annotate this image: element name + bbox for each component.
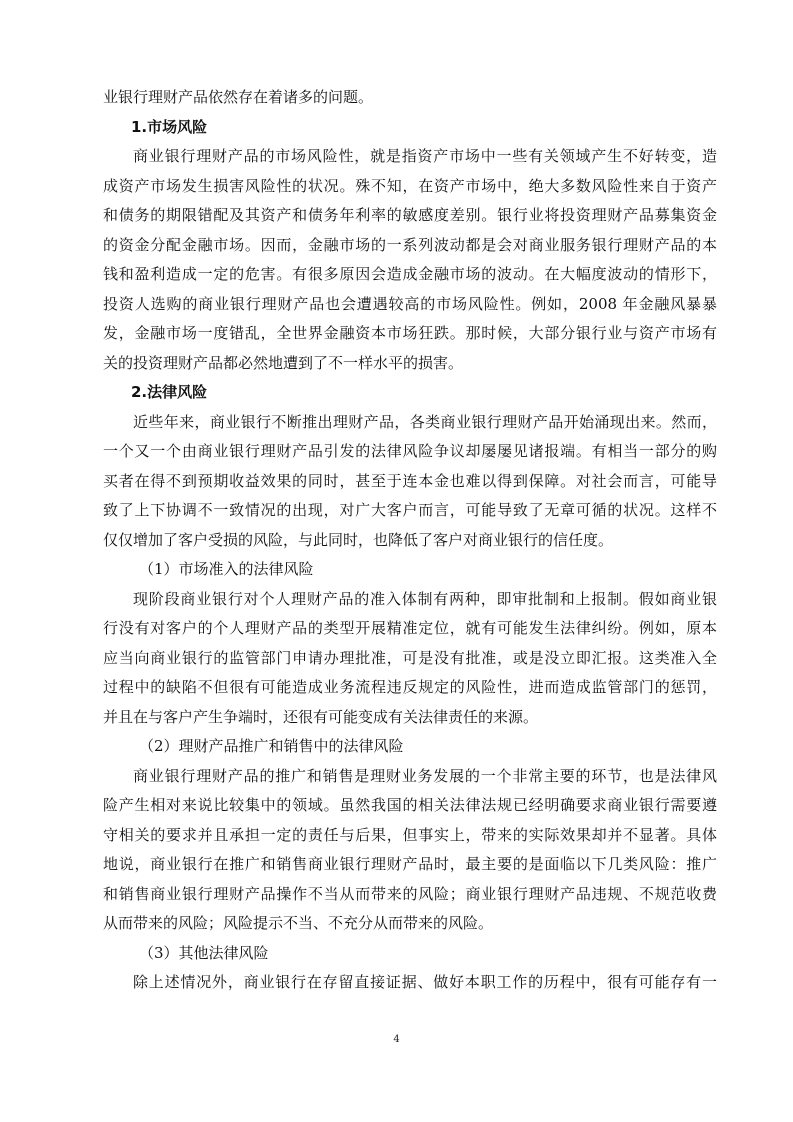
- paragraph-line: 近些年来，商业银行不断推出理财产品，各类商业银行理财产品开始涌现出来。然而，: [133, 412, 717, 431]
- paragraph-line: 投资人选购的商业银行理财产品也会遭遇较高的市场风险性。例如，2008 年金融风暴暴: [103, 294, 717, 313]
- paragraph-line: 和债务的期限错配及其资产和债务年利率的敏感度差别。银行业将投资理财产品募集资金: [103, 206, 717, 224]
- paragraph-line: 致了上下协调不一致情况的出现，对广大客户而言，可能导致了无章可循的状况。这样不: [103, 501, 717, 519]
- paragraph-line: 和销售商业银行理财产品操作不当从而带来的风险；商业银行理财产品违规、不规范收费: [103, 884, 717, 903]
- subsection-heading: （3）其他法律风险: [139, 943, 269, 962]
- paragraph-line: 现阶段商业银行对个人理财产品的准入体制有两种，即审批制和上报制。假如商业银: [133, 589, 717, 608]
- page-body: [103, 83, 717, 998]
- paragraph-line: 成资产市场发生损害风险性的状况。殊不知，在资产市场中，绝大多数风险性来自于资产: [103, 176, 717, 195]
- paragraph-line: 险产生相对来说比较集中的领域。虽然我国的相关法律法规已经明确要求商业银行需要遵: [103, 796, 717, 814]
- paragraph-line: 商业银行理财产品的市场风险性，就是指资产市场中一些有关领域产生不好转变，造: [133, 147, 717, 165]
- paragraph-line: 商业银行理财产品的推广和销售是理财业务发展的一个非常主要的环节，也是法律风: [133, 766, 717, 785]
- paragraph-line: 过程中的缺陷不但很有可能造成业务流程违反规定的风险性，进而造成监管部门的惩罚，: [103, 678, 717, 696]
- page-number: 4: [393, 1034, 400, 1045]
- paragraph-line: 钱和盈利造成一定的危害。有很多原因会造成金融市场的波动。在大幅度波动的情形下，: [103, 265, 717, 283]
- paragraph-line: 应当向商业银行的监管部门申请办理批准，可是没有批准，或是没立即汇报。这类准入全: [103, 648, 717, 667]
- paragraph-line: 仅仅增加了客户受损的风险，与此同时，也降低了客户对商业银行的信任度。: [103, 530, 614, 549]
- paragraph-line: 一个又一个由商业银行理财产品引发的法律风险争议却屡屡见诸报端。有相当一部分的购: [103, 442, 717, 460]
- paragraph-line: 除上述情况外，商业银行在存留直接证据、做好本职工作的历程中，很有可能存有一: [133, 973, 717, 991]
- paragraph-line: 买者在得不到预期收益效果的同时，甚至于连本金也难以得到保障。对社会而言，可能导: [103, 471, 717, 490]
- paragraph-line: 从而带来的风险；风险提示不当、不充分从而带来的风险。: [103, 914, 494, 932]
- paragraph-line: 行没有对客户的个人理财产品的类型开展精准定位，就有可能发生法律纠纷。例如，原本: [103, 619, 717, 637]
- paragraph-line: 的资金分配金融市场。因而，金融市场的一系列波动都是会对商业服务银行理财产品的本: [103, 235, 717, 254]
- paragraph-line: 业银行理财产品依然存在着诸多的问题。: [103, 88, 374, 106]
- paragraph-line: 发，金融市场一度错乱，全世界金融资本市场狂跌。那时候，大部分银行业与资产市场有: [103, 324, 717, 342]
- subsection-heading: （2）理财产品推广和销售中的法律风险: [139, 737, 404, 755]
- paragraph-line: 关的投资理财产品都必然地遭到了不一样水平的损害。: [103, 353, 464, 372]
- paragraph-line: 地说，商业银行在推广和销售商业银行理财产品时，最主要的是面临以下几类风险：推广: [103, 855, 717, 873]
- subsection-heading: （1）市场准入的法律风险: [139, 560, 314, 578]
- paragraph-line: 守相关的要求并且承担一定的责任与后果，但事实上，带来的实际效果却并不显著。具体: [103, 825, 717, 844]
- section-heading: 2.法律风险: [131, 383, 208, 401]
- section-heading: 1.市场风险: [131, 117, 208, 136]
- paragraph-line: 并且在与客户产生争端时，还很有可能变成有关法律责任的来源。: [103, 707, 539, 726]
